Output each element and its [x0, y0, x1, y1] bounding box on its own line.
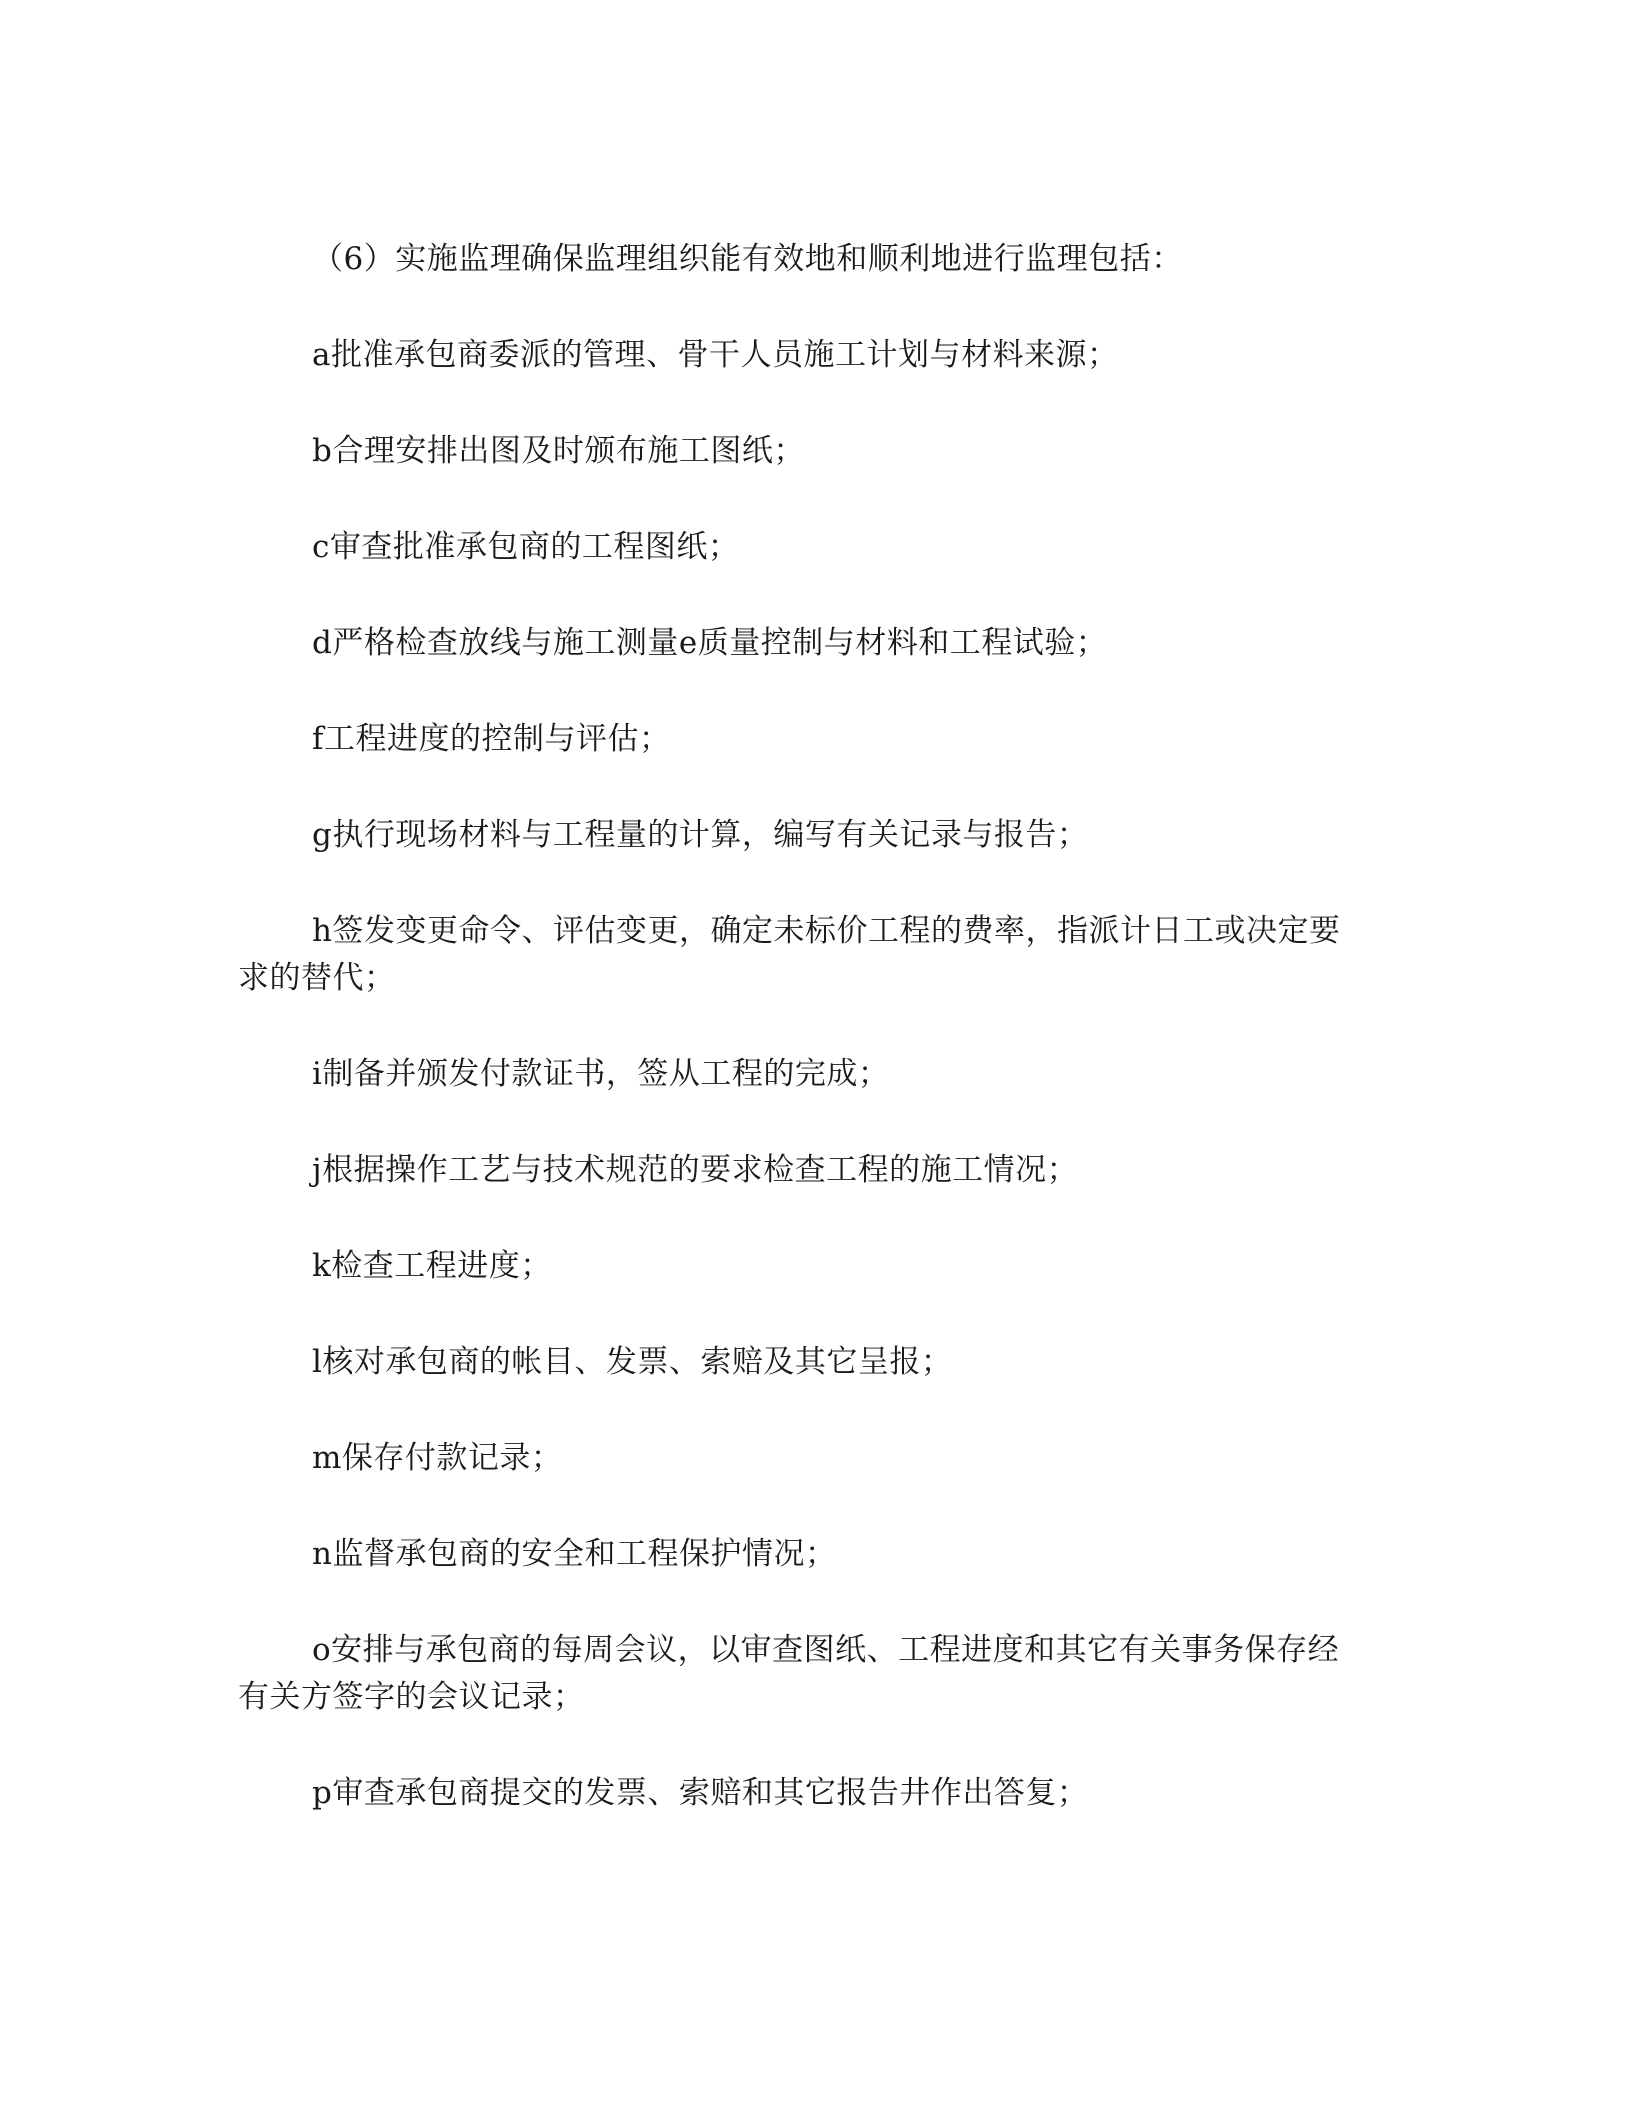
paragraph-item-m: m保存付款记录；	[312, 1440, 563, 1476]
paragraph-item-b: b合理安排出图及时颁布施工图纸；	[312, 433, 805, 469]
paragraph-item-j: j根据操作工艺与技术规范的要求检查工程的施工情况；	[312, 1152, 1079, 1188]
document-body	[238, 236, 1368, 1866]
paragraph-item-o: o安排与承包商的每周会议，以审查图纸、工程进度和其它有关事务保存经有关方签字的会议记录；	[238, 1632, 1340, 1715]
paragraph-item-a: a批准承包商委派的管理、骨干人员施工计划与材料来源；	[312, 337, 1119, 373]
paragraph-intro: （6）实施监理确保监理组织能有效地和顺利地进行监理包括：	[312, 241, 1183, 277]
paragraph-item-i: i制备并颁发付款证书，签从工程的完成；	[312, 1056, 890, 1092]
paragraph-item-k: k检查工程进度；	[312, 1248, 552, 1284]
paragraph-item-l: l核对承包商的帐目、发票、索赔及其它呈报；	[312, 1344, 953, 1380]
paragraph-item-f: f工程进度的控制与评估；	[312, 721, 671, 757]
paragraph-item-g: g执行现场材料与工程量的计算，编写有关记录与报告；	[312, 817, 1089, 853]
paragraph-item-p: p审查承包商提交的发票、索赔和其它报告井作出答复；	[312, 1775, 1089, 1811]
paragraph-item-h: h签发变更命令、评估变更，确定未标价工程的费率，指派计日工或决定要求的替代；	[238, 913, 1341, 996]
paragraph-item-d: d严格检查放线与施工测量e质量控制与材料和工程试验；	[312, 625, 1108, 661]
paragraph-item-n: n监督承包商的安全和工程保护情况；	[312, 1536, 837, 1572]
paragraph-item-c: c审查批准承包商的工程图纸；	[312, 529, 740, 565]
